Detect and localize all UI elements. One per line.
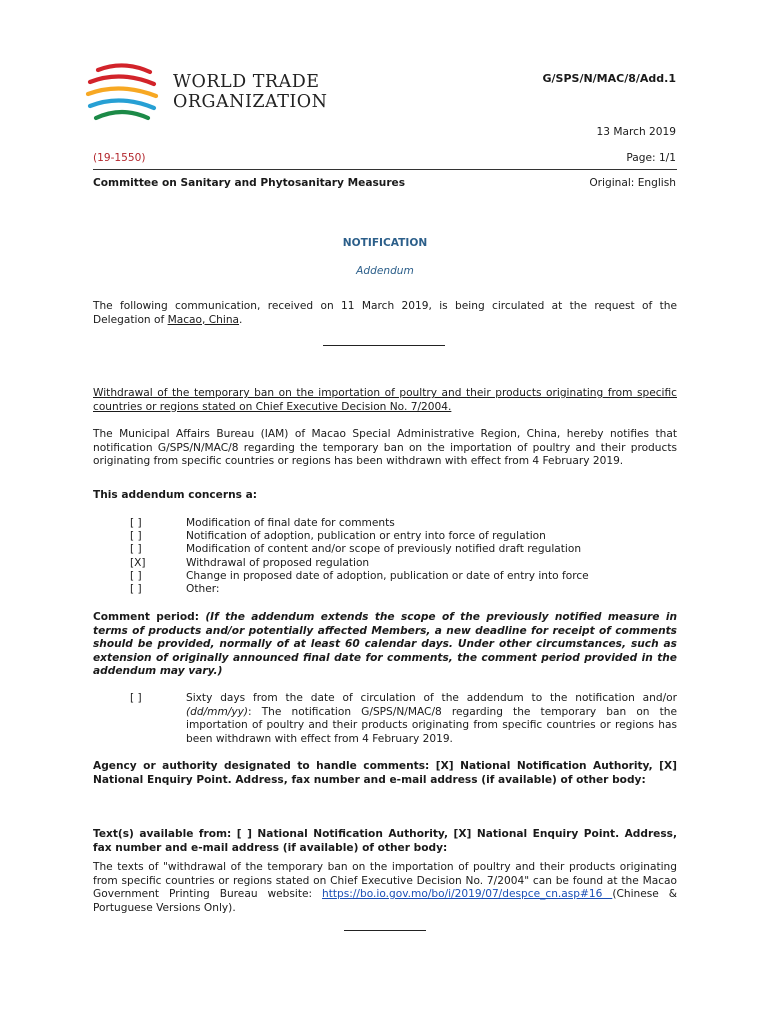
original-language: Original: English (589, 177, 676, 189)
texts-available-body (93, 861, 677, 915)
texts-body: The texts of "withdrawal of the temporary ban on the importation of poultry and their products originating from specific countries or regions stated on Chief Executive Decision No. 7/2004" can be found at the Macao Government Printing Bureau website: (93, 861, 677, 900)
concerns-label: This addendum concerns a: (93, 489, 257, 501)
checkbox: [ ] (130, 569, 142, 582)
sixty-text-b: : The notification G/SPS/N/MAC/8 regarding the temporary ban on the importation of poultry and their products originating from specific countries or regions has been withdrawn with effect from 4 February 2019. (186, 705, 677, 745)
wto-logo-icon (84, 60, 174, 132)
sixty-text-a: Sixty days from the date of circulation of the addendum to the notification and/or (186, 692, 677, 704)
committee-name: Committee on Sanitary and Phytosanitary Measures (93, 177, 406, 189)
body-paragraph: The Municipal Affairs Bureau (IAM) of Macao Special Administrative Region, China, hereby notifies that notification G/SPS/N/MAC/8 regarding the temporary ban on the importation of poultry and their products originating from specific countries or regions has been withdrawn with effect from 4 February 2019. (93, 428, 677, 467)
checkbox: [ ] (130, 517, 142, 529)
comment-label: Comment period: (93, 611, 206, 623)
list-item-text: Change in proposed date of adoption, publication or date of entry into force (186, 569, 589, 582)
concerns-list (130, 517, 589, 596)
website-link[interactable]: https://bo.io.gov.mo/bo/i/2019/07/despce_cn.asp#16 (322, 888, 613, 900)
list-item (130, 583, 589, 596)
list-item-text: Modification of content and/or scope of previously notified draft regulation (186, 543, 582, 556)
org-name-line1: WORLD TRADE (173, 72, 320, 92)
intro-paragraph (93, 300, 677, 327)
checkbox: [ ] (130, 582, 142, 595)
list-item (130, 517, 589, 530)
header-rule (93, 169, 677, 170)
org-name-line2: ORGANIZATION (173, 92, 328, 112)
intro-text: The following communication, received on 11 March 2019, is being circulated at the request of the Delegation of (93, 300, 677, 326)
list-item (130, 543, 589, 556)
checkbox: [ ] (130, 530, 142, 543)
checkbox: [ ] (130, 543, 142, 556)
sixty-text-date: (dd/mm/yy) (186, 705, 249, 718)
list-item (130, 530, 589, 543)
list-item (130, 570, 589, 583)
document-ref: (19-1550) (93, 152, 146, 164)
agency-section: Agency or authority designated to handle comments: [X] National Notification Authority, [X] National Enquiry Point. Address, fax number and e-mail address (if available) of other body: (93, 760, 677, 786)
list-item-text: Notification of adoption, publication or entry into force of regulation (186, 530, 546, 543)
sixty-days-checkbox: [ ] (130, 692, 142, 704)
page-subtitle: Addendum (356, 265, 414, 277)
intro-end: . (239, 313, 243, 326)
comment-period (93, 611, 677, 679)
page-number: Page: 1/1 (626, 152, 676, 164)
list-item (130, 557, 589, 570)
page-title: NOTIFICATION (342, 237, 428, 249)
member-name: Macao, China (167, 313, 240, 326)
texts-end: (Chinese & Portuguese Versions Only). (93, 888, 677, 914)
separator-line (323, 345, 445, 346)
checkbox: [X] (130, 556, 146, 569)
end-separator-line (344, 930, 426, 931)
document-date: 13 March 2019 (596, 126, 676, 138)
texts-available-label: Text(s) available from: [ ] National Notification Authority, [X] National Enquiry Point. Address, fax number and e-mail address (if available) of other body: (93, 828, 677, 854)
list-item-text: Withdrawal of proposed regulation (186, 556, 370, 569)
section-heading: Withdrawal of the temporary ban on the importation of poultry and their products originating from specific countries or regions stated on Chief Executive Decision No. 7/2004. (93, 387, 677, 413)
sixty-days-text (186, 692, 677, 746)
document-symbol: G/SPS/N/MAC/8/Add.1 (542, 72, 676, 85)
list-item-text: Modification of final date for comments (186, 517, 395, 529)
comment-text: (If the addendum extends the scope of the previously notified measure in terms of products and/or potentially affected Members, a new deadline for receipt of comments should be provided, normally of at least 60 calendar days. Under other circumstances, such as extension of originally announced final date for comments, the comment period provided in the addendum may vary.) (93, 611, 677, 677)
list-item-text: Other: (186, 582, 220, 595)
